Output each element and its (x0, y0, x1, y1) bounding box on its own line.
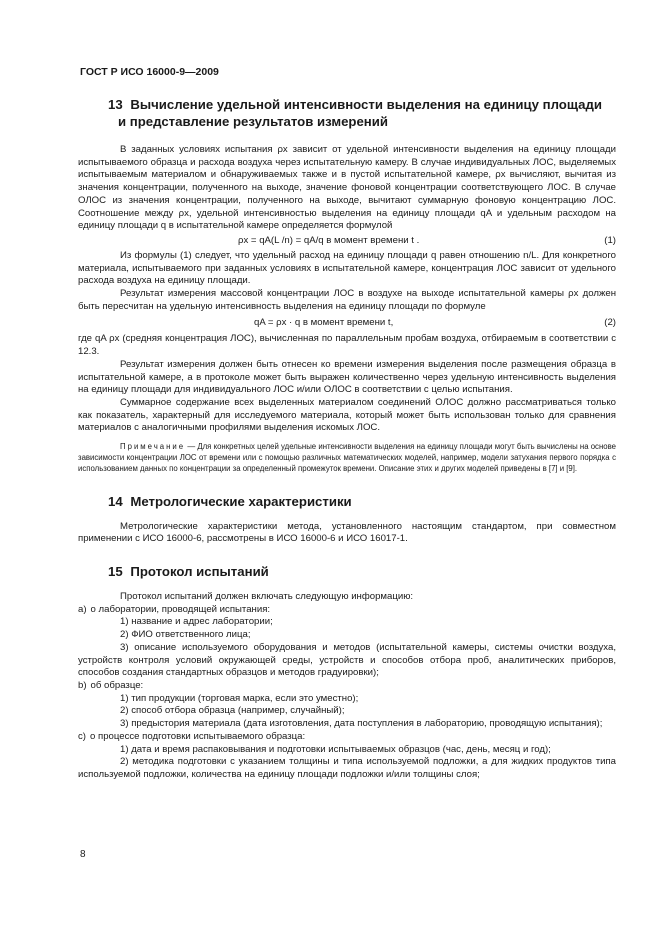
list-item-a3: 3) описание используемого оборудования и методов (испытательной камеры, системы очистки воздуха, устройств контроля условий окружающей среды, устройств и способов отбора проб, аналитических приборов, способов создания стандартных образцов и методов градуировки); (78, 641, 616, 679)
list-item-a (78, 604, 616, 617)
note-text: — Для конкретных целей удельные интенсивности выделения на единицу площади могут быть вычислены на основе зависимости концентрации ЛОС от времени или с помощью различных математических моделей, например, модели затухания первого порядка с использованием данных по концентрации за определенный промежуток времени. Описание этих и других моделей приведены в [7] и [9]. (78, 442, 616, 474)
section-14-heading (108, 493, 616, 510)
formula-1 (78, 235, 616, 248)
list-item-c-label: с) (78, 730, 86, 742)
list-item-c1: 1) дата и время распаковывания и подготовки испытываемых образцов (час, день, месяц и год); (120, 743, 551, 755)
section-13-paragraph-5: Результат измерения должен быть отнесен ко времени измерения выделения после размещения образца в испытательной камере, а в протоколе может быть выражен количественно через удельную интенсивность выделения на единицу площади для индивидуального ЛОС и/или ОЛОС в соответствии с целью испытания. (78, 358, 616, 396)
section-13-paragraph-4: где qA ρx (средняя концентрация ЛОС), вычисленная по параллельным пробам воздуха, отбираемым в соответствии с 12.3. (78, 333, 616, 358)
list-item-a-text: о лаборатории, проводящей испытания: (90, 603, 271, 615)
section-13-heading (108, 96, 616, 130)
list-item-a-label: а) (78, 603, 87, 615)
section-15-intro: Протокол испытаний должен включать следующую информацию: (120, 591, 414, 603)
section-14-paragraph: Метрологические характеристики метода, установленного настоящим стандартом, при совместном применении с ИСО 16000-6, рассмотрены в ИСО 16000-6 и ИСО 16017-1. (78, 520, 616, 545)
list-item-c2: 2) методика подготовки с указанием толщины и типа используемой подложки, а для жидких продуктов типа используемой подложки, количества на единицу площади подложки и/или толщины слоя; (78, 756, 616, 780)
document-header: ГОСТ Р ИСО 16000-9—2009 (80, 66, 219, 78)
page-number: 8 (80, 849, 86, 860)
section-13-paragraph-6: Суммарное содержание всех выделенных материалом соединений ОЛОС должно рассматриваться только как показатель, характерный для исследуемого материала, который может быть использован только для сравнения материалов с аналогичными профилями выделения искомых ЛОС. (78, 396, 616, 434)
list-item-b-label: b) (78, 680, 87, 691)
formula-1-expression: ρx = qA(L /n) = qA/q в момент времени t . (238, 234, 420, 246)
section-13-paragraph-3: Результат измерения массовой концентрации ЛОС в воздухе на выходе испытательной камеры ρx должен быть пересчитан на удельную интенсивность выделения на единицу площади по формуле (78, 288, 616, 312)
list-item-c (78, 731, 616, 744)
section-14-title: Метрологические характеристики (130, 493, 352, 509)
section-13-note (78, 441, 616, 475)
section-13-title-line1: Вычисление удельной интенсивности выделения на единицу площади (130, 97, 602, 112)
list-item-b-text: об образце: (90, 680, 144, 691)
list-item-c-text: о процессе подготовки испытываемого образца: (90, 730, 306, 742)
formula-2 (78, 317, 616, 330)
section-15-number: 15 (108, 564, 123, 580)
list-item-b (78, 680, 616, 693)
section-15-title: Протокол испытаний (130, 564, 269, 580)
section-13-paragraph-2: Из формулы (1) следует, что удельный расход на единицу площади q равен отношению n/L. Для конкретного материала, испытываемого при заданных условиях в испытательной камере, концентрация ЛОС зависит от удельного расхода воздуха на единицу площади. (78, 249, 616, 287)
section-13-number: 13 (108, 97, 123, 112)
note-label: Примечание (120, 442, 186, 452)
formula-2-expression: qA = ρx · q в момент времени t, (254, 317, 394, 329)
list-item-a1: 1) название и адрес лаборатории; (120, 616, 273, 628)
section-15-heading (108, 563, 616, 580)
list-item-b2: 2) способ отбора образца (например, случайный); (120, 705, 345, 717)
section-13-paragraph-1: В заданных условиях испытания ρx зависит от удельной интенсивности выделения на единицу площади испытываемого образца и расхода воздуха через испытательную камеру. В случае индивидуальных ЛОС, выделяемых испытываемым материалом и обнаруживаемых также и в пустой испытательной камере, ρx вычисляют, вычитая из значения концентрации, полученного на выходе, значение фоновой концентрации соответствующего ЛОС. В случае ОЛОС из значения концентрации, полученного на выходе, вычитают суммарную фоновую концентрацию ЛОС. Соотношение между ρx, удельной интенсивностью выделения на единицу площади qA и удельным расходом на единицу площади q в испытательной камере определяется формулой (78, 144, 616, 232)
section-14-number: 14 (108, 493, 123, 509)
document-body (78, 96, 616, 782)
list-item-b1: 1) тип продукции (торговая марка, если это уместно); (120, 692, 359, 704)
formula-2-number: (2) (604, 317, 616, 329)
list-item-b3: 3) предыстория материала (дата изготовления, дата поступления в лабораторию, проводящую испытания); (120, 718, 603, 730)
list-item-a2: 2) ФИО ответственного лица; (120, 629, 251, 641)
formula-1-number: (1) (604, 234, 616, 246)
section-13-title-line2: и представление результатов измерений (118, 114, 388, 129)
